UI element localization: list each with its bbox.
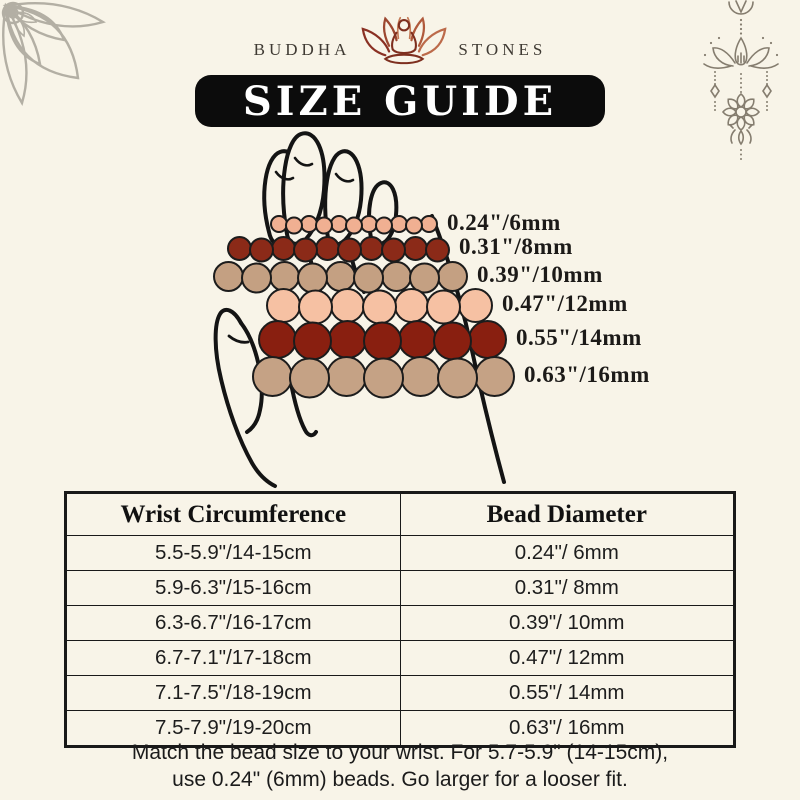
table-row	[66, 571, 735, 606]
bead	[405, 217, 423, 235]
bead	[433, 321, 472, 360]
bead	[398, 320, 437, 359]
table-cell: 0.55"/ 14mm	[400, 676, 735, 711]
table-row	[66, 641, 735, 676]
table-cell: 6.7-7.1"/17-18cm	[66, 641, 401, 676]
bead	[425, 237, 450, 262]
bead	[252, 356, 293, 397]
bead	[394, 288, 429, 323]
bead	[381, 237, 406, 262]
table-row	[66, 676, 735, 711]
header-bead-diameter: Bead Diameter	[400, 493, 735, 536]
bead	[293, 237, 318, 262]
header-wrist-circumference: Wrist Circumference	[66, 493, 401, 536]
footnote-line-1: Match the bead size to your wrist. For 5.7-5.9" (14-15cm),	[131, 741, 669, 764]
bead	[328, 320, 367, 359]
bead-size-label: 0.47"/12mm	[502, 290, 628, 316]
bead	[249, 237, 274, 262]
bead	[345, 217, 363, 235]
table-header-row	[66, 493, 735, 536]
footnote	[0, 740, 800, 794]
bead	[363, 321, 402, 360]
bead	[400, 356, 441, 397]
bead	[285, 217, 303, 235]
bead-size-label: 0.24"/6mm	[447, 209, 561, 235]
bead	[258, 320, 297, 359]
footnote-line-2: use 0.24" (6mm) beads. Go larger for a looser fit.	[172, 767, 628, 791]
bead	[266, 288, 301, 323]
page-title: SIZE GUIDE	[242, 77, 558, 125]
bead	[213, 261, 244, 292]
bead	[330, 288, 365, 323]
size-table-header	[66, 493, 735, 536]
table-cell: 0.31"/ 8mm	[400, 571, 735, 606]
bead	[337, 237, 362, 262]
size-table	[64, 491, 736, 748]
bracelet-row	[252, 356, 515, 397]
bracelet-row	[227, 236, 450, 261]
table-row	[66, 536, 735, 571]
bead	[293, 321, 332, 360]
bead	[289, 357, 330, 398]
bracelet-row	[270, 215, 438, 233]
bead	[458, 288, 493, 323]
bead	[474, 356, 515, 397]
table-cell: 0.63"/ 16mm	[400, 711, 735, 747]
bracelet-row	[266, 288, 493, 323]
brand-name-left: BUDDHA	[253, 40, 351, 59]
bracelet-row	[258, 320, 507, 359]
bead	[375, 217, 393, 235]
table-cell: 0.47"/ 12mm	[400, 641, 735, 676]
bead	[468, 320, 507, 359]
bead-size-label: 0.55"/14mm	[516, 324, 642, 350]
table-cell: 5.9-6.3"/15-16cm	[66, 571, 401, 606]
size-table-body	[66, 536, 735, 747]
bead-size-label: 0.63"/16mm	[524, 361, 650, 387]
table-cell: 6.3-6.7"/16-17cm	[66, 606, 401, 641]
bead	[315, 217, 333, 235]
table-cell: 0.24"/ 6mm	[400, 536, 735, 571]
bead	[437, 357, 478, 398]
table-cell: 5.5-5.9"/14-15cm	[66, 536, 401, 571]
bead	[363, 357, 404, 398]
bead	[326, 356, 367, 397]
brand-name-right: STONES	[458, 40, 547, 59]
table-cell: 0.39"/ 10mm	[400, 606, 735, 641]
bead-size-label: 0.31"/8mm	[459, 233, 573, 259]
table-row	[66, 606, 735, 641]
bead-size-label: 0.39"/10mm	[477, 261, 603, 287]
table-cell: 7.1-7.5"/18-19cm	[66, 676, 401, 711]
table-cell: 7.5-7.9"/19-20cm	[66, 711, 401, 747]
